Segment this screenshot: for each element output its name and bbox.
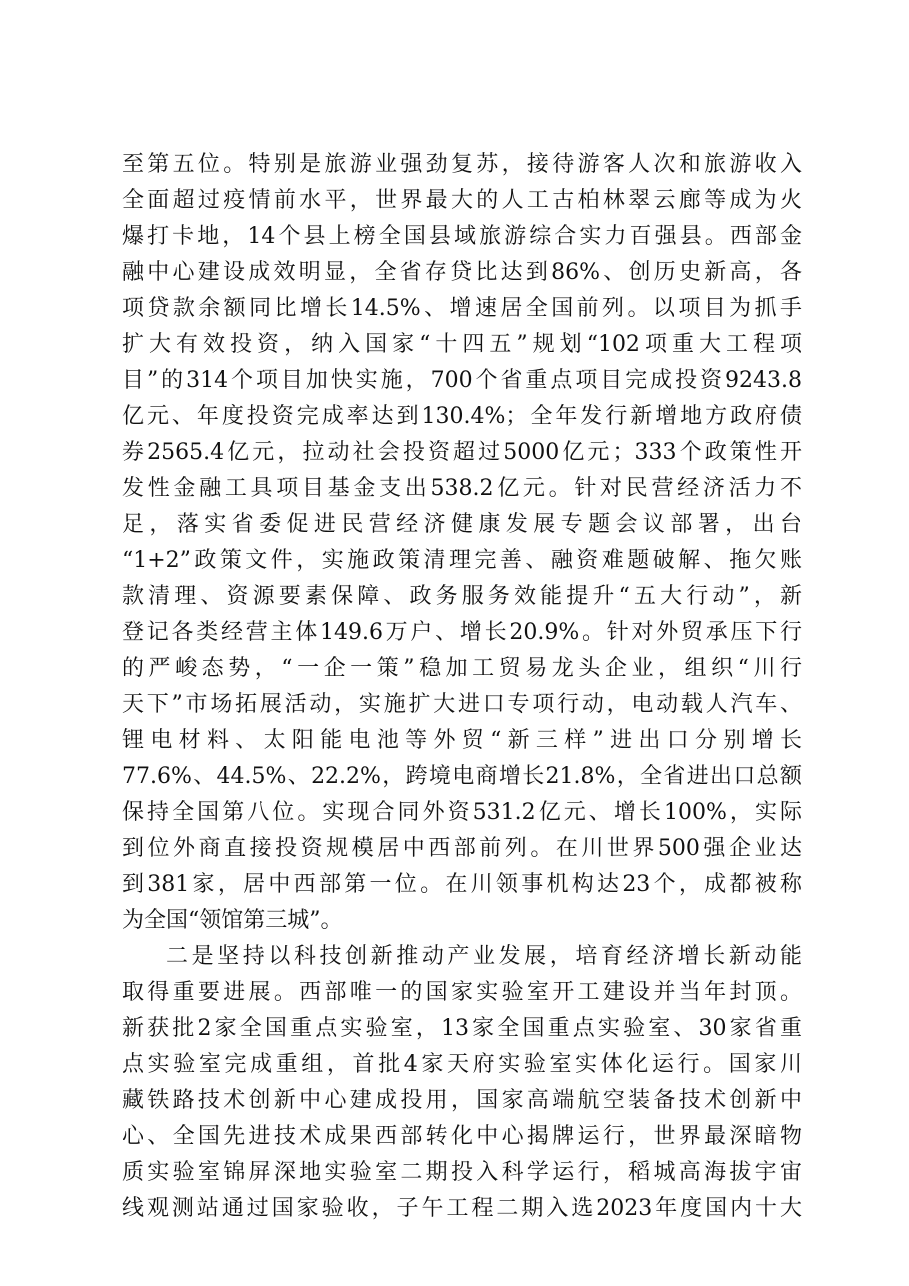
- text-line: 到381家，居中西部第一位。在川领事机构达23个，成都被称: [122, 872, 802, 897]
- text-line: 全面超过疫情前水平，世界最大的人工古柏林翠云廊等成为火: [122, 188, 802, 213]
- text-line: 到位外商直接投资规模居中西部前列。在川世界500强企业达: [122, 836, 802, 861]
- body-text: [122, 147, 802, 1227]
- text-line: 登记各类经营主体149.6万户、增长20.9%。针对外贸承压下行: [122, 620, 802, 645]
- text-line: 亿元、年度投资完成率达到130.4%；全年发行新增地方政府债: [122, 404, 802, 429]
- text-line: 锂电材料、太阳能电池等外贸“新三样”进出口分别增长: [122, 728, 802, 753]
- text-line: “1+2”政策文件，实施政策清理完善、融资难题破解、拖欠账: [122, 548, 802, 573]
- paragraph-2: [122, 939, 802, 1227]
- text-line: 发性金融工具项目基金支出538.2亿元。针对民营经济活力不: [122, 476, 802, 501]
- text-line: 券2565.4亿元，拉动社会投资超过5000亿元；333个政策性开: [122, 440, 802, 465]
- text-line: 藏铁路技术创新中心建成投用，国家高端航空装备技术创新中: [122, 1088, 802, 1113]
- text-line: 点实验室完成重组，首批4家天府实验室实体化运行。国家川: [122, 1052, 802, 1077]
- text-line: 项贷款余额同比增长14.5%、增速居全国前列。以项目为抓手: [122, 296, 802, 321]
- text-line: 新获批2家全国重点实验室，13家全国重点实验室、30家省重: [122, 1016, 802, 1041]
- text-line: 77.6%、44.5%、22.2%，跨境电商增长21.8%，全省进出口总额: [122, 764, 802, 789]
- paragraph-1: [122, 147, 802, 939]
- text-line: 天下”市场拓展活动，实施扩大进口专项行动，电动载人汽车、: [122, 692, 802, 717]
- text-line: 取得重要进展。西部唯一的国家实验室开工建设并当年封顶。: [122, 980, 802, 1005]
- text-line: 线观测站通过国家验收，子午工程二期入选2023年度国内十大: [122, 1196, 802, 1221]
- text-line: 爆打卡地，14个县上榜全国县域旅游综合实力百强县。西部金: [122, 224, 802, 249]
- text-line: 足，落实省委促进民营经济健康发展专题会议部署，出台: [122, 512, 802, 537]
- text-line: 至第五位。特别是旅游业强劲复苏，接待游客人次和旅游收入: [122, 152, 802, 177]
- text-line: 扩大有效投资，纳入国家“十四五”规划“102项重大工程项: [122, 332, 802, 357]
- text-line: 二是坚持以科技创新推动产业发展，培育经济增长新动能: [166, 944, 802, 969]
- text-line: 保持全国第八位。实现合同外资531.2亿元、增长100%，实际: [122, 800, 802, 825]
- text-line: 质实验室锦屏深地实验室二期投入科学运行，稻城高海拔宇宙: [122, 1160, 802, 1185]
- text-line: 目”的314个项目加快实施，700个省重点项目完成投资9243.8: [122, 368, 802, 393]
- text-line: 为全国“领馆第三城”。: [122, 908, 343, 933]
- text-line: 款清理、资源要素保障、政务服务效能提升“五大行动”，新: [122, 584, 802, 609]
- text-line: 心、全国先进技术成果西部转化中心揭牌运行，世界最深暗物: [122, 1124, 802, 1149]
- text-line: 融中心建设成效明显，全省存贷比达到86%、创历史新高，各: [122, 260, 802, 285]
- text-line: 的严峻态势，“一企一策”稳加工贸易龙头企业，组织“川行: [122, 656, 802, 681]
